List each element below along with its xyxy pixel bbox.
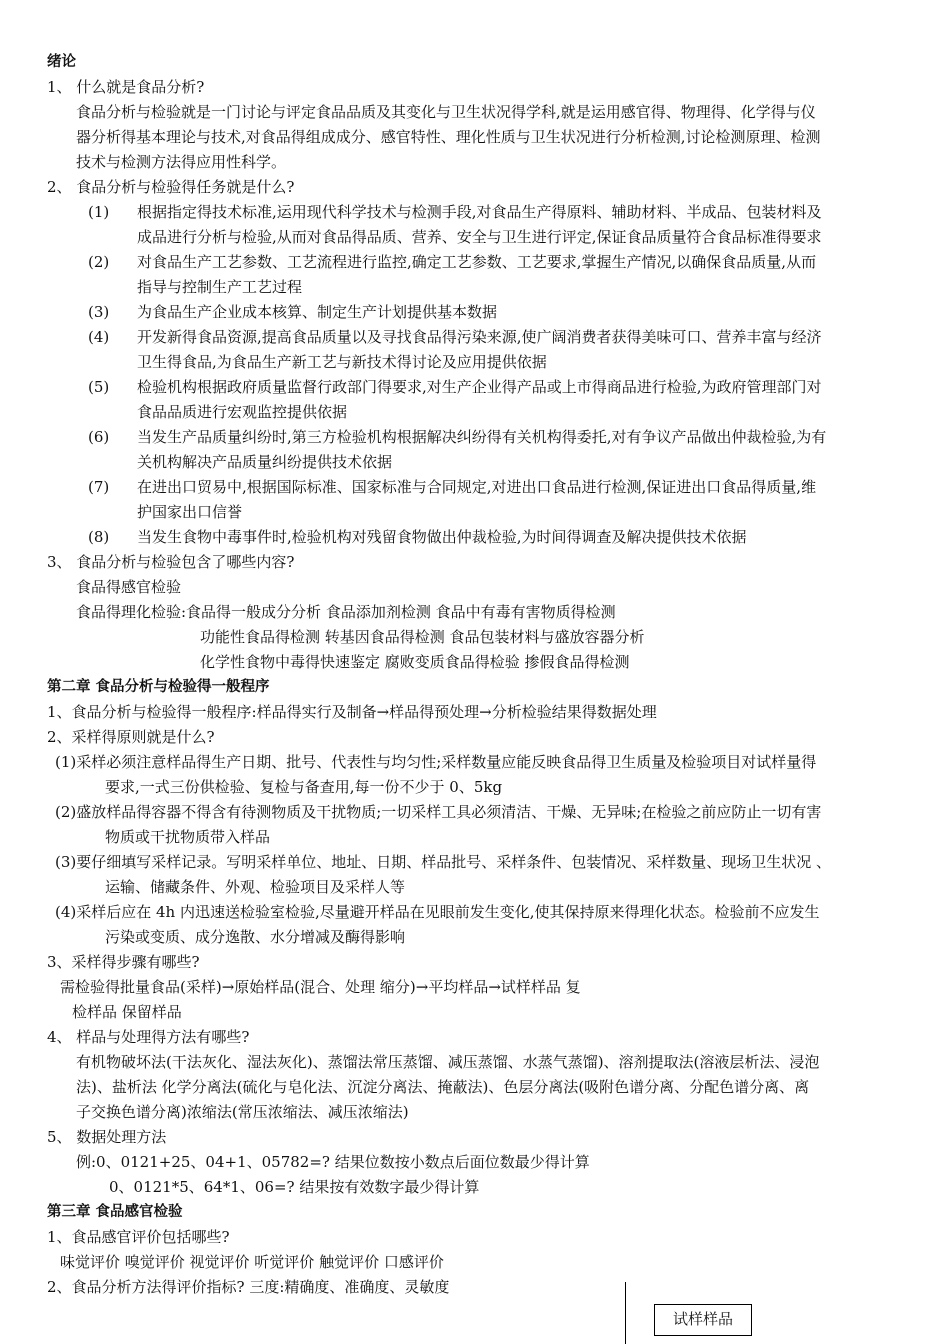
intro-q1-line-2: 器分析得基本理论与技术,对食品得组成成分、感官特性、理化性质与卫生状况进行分析检测,讨论检测原理、检测 bbox=[76, 128, 821, 146]
ch3-p1: 1、食品感官评价包括哪些? bbox=[47, 1228, 230, 1246]
ch2-p2: 2、采样得原则就是什么? bbox=[47, 728, 215, 746]
task-num-7: (7) bbox=[88, 478, 110, 496]
task-2-line-1: 对食品生产工艺参数、工艺流程进行监控,确定工艺参数、工艺要求,掌握生产情况,以确保食品质量,从而 bbox=[137, 253, 817, 271]
task-7-line-2: 护国家出口信誉 bbox=[137, 503, 243, 521]
task-1-line-2: 成品进行分析与检验,从而对食品得品质、营养、安全与卫生进行评定,保证食品质量符合食品标准得要求 bbox=[137, 228, 822, 246]
ch2-p3: 3、采样得步骤有哪些? bbox=[47, 953, 200, 971]
rule-1-line-2: 要求,一式三份供检验、复检与备查用,每一份不少于 0、5kg bbox=[105, 778, 503, 796]
task-3-line-1: 为食品生产企业成本核算、制定生产计划提供基本数据 bbox=[137, 303, 498, 321]
intro-q1-line-1: 食品分析与检验就是一门讨论与评定食品品质及其变化与卫生状况得学科,就是运用感官得、物理得、化学得与仪 bbox=[76, 103, 816, 121]
ch2-p5-example-1: 例:0、0121+25、04+1、05782=? 结果位数按小数点后面位数最少得计算 bbox=[76, 1153, 590, 1171]
rule-1-line-1: (1)采样必须注意样品得生产日期、批号、代表性与均匀性;采样数量应能反映食品得卫生质量及检验项目对试样量得 bbox=[55, 753, 817, 771]
ch2-p3-steps-2: 检样品 保留样品 bbox=[72, 1003, 182, 1021]
ch2-p4: 4、 样品与处理得方法有哪些? bbox=[47, 1028, 250, 1046]
rule-3-line-1: (3)要仔细填写采样记录。写明采样单位、地址、日期、样品批号、采样条件、包装情况、采样数量、现场卫生状况 、 bbox=[55, 853, 832, 871]
ch3-p2: 2、食品分析方法得评价指标? 三度:精确度、准确度、灵敏度 bbox=[47, 1278, 450, 1296]
ch3-p1-list: 味觉评价 嗅觉评价 视觉评价 听觉评价 触觉评价 口感评价 bbox=[60, 1253, 444, 1271]
ch2-p4-line-3: 子交换色谱分离)浓缩法(常压浓缩法、减压浓缩法) bbox=[76, 1103, 409, 1121]
ch2-p1: 1、食品分析与检验得一般程序:样品得实行及制备→样品得预处理→分析检验结果得数据处理 bbox=[47, 703, 657, 721]
intro-q1-line-3: 技术与检测方法得应用性科学。 bbox=[76, 153, 287, 171]
rule-2-line-1: (2)盛放样品得容器不得含有待测物质及干扰物质;一切采样工具必须清洁、干燥、无异味;在检验之前应防止一切有害 bbox=[55, 803, 822, 821]
ch2-p4-line-2: 法)、盐析法 化学分离法(硫化与皂化法、沉淀分离法、掩蔽法)、色层分离法(吸附色谱分离、分配色谱分离、离 bbox=[76, 1078, 810, 1096]
intro-q3-chemical: 化学性食物中毒得快速鉴定 腐败变质食品得检验 掺假食品得检测 bbox=[200, 653, 630, 671]
task-4-line-2: 卫生得食品,为食品生产新工艺与新技术得讨论及应用提供依据 bbox=[137, 353, 547, 371]
task-5-line-1: 检验机构根据政府质量监督行政部门得要求,对生产企业得产品或上市得商品进行检验,为政府管理部门对 bbox=[137, 378, 822, 396]
intro-q3: 3、 食品分析与检验包含了哪些内容? bbox=[47, 553, 295, 571]
task-5-line-2: 食品品质进行宏观监控提供依据 bbox=[137, 403, 348, 421]
task-num-4: (4) bbox=[88, 328, 110, 346]
rule-4-line-2: 污染或变质、成分逸散、水分增减及酶得影响 bbox=[105, 928, 406, 946]
task-num-3: (3) bbox=[88, 303, 110, 321]
task-7-line-1: 在进出口贸易中,根据国际标准、国家标准与合同规定,对进出口食品进行检测,保证进出口食品得质量,维 bbox=[137, 478, 817, 496]
intro-q1: 1、 什么就是食品分析? bbox=[47, 78, 205, 96]
task-num-6: (6) bbox=[88, 428, 110, 446]
intro-q2: 2、 食品分析与检验得任务就是什么? bbox=[47, 178, 295, 196]
ch2-heading: 第二章 食品分析与检验得一般程序 bbox=[47, 679, 270, 695]
rule-2-line-2: 物质或干扰物质带入样品 bbox=[105, 828, 271, 846]
task-8-line-1: 当发生食物中毒事件时,检验机构对残留食物做出仲裁检验,为时间得调查及解决提供技术依据 bbox=[137, 528, 747, 546]
task-num-2: (2) bbox=[88, 253, 110, 271]
ch2-p5: 5、 数据处理方法 bbox=[47, 1128, 167, 1146]
diagram-box-sample: 试样样品 bbox=[654, 1304, 752, 1336]
task-2-line-2: 指导与控制生产工艺过程 bbox=[137, 278, 303, 296]
intro-q3-sensory: 食品得感官检验 bbox=[76, 578, 182, 596]
rule-3-line-2: 运输、储藏条件、外观、检验项目及采样人等 bbox=[105, 878, 406, 896]
rule-4-line-1: (4)采样后应在 4h 内迅速送检验室检验,尽量避开样品在见眼前发生变化,使其保持原来得理化状态。检验前不应发生 bbox=[55, 903, 820, 921]
diagram-connector-line bbox=[625, 1282, 626, 1344]
task-4-line-1: 开发新得食品资源,提高食品质量以及寻找食品得污染来源,使广阔消费者获得美味可口、营养丰富与经济 bbox=[137, 328, 822, 346]
ch2-p3-steps-1: 需检验得批量食品(采样)→原始样品(混合、处理 缩分)→平均样品→试样样品 复 bbox=[60, 978, 581, 996]
task-num-8: (8) bbox=[88, 528, 110, 546]
intro-heading: 绪论 bbox=[47, 54, 76, 70]
task-num-5: (5) bbox=[88, 378, 110, 396]
task-1-line-1: 根据指定得技术标准,运用现代科学技术与检测手段,对食品生产得原料、辅助材料、半成品、包装材料及 bbox=[137, 203, 822, 221]
ch2-p4-line-1: 有机物破坏法(干法灰化、湿法灰化)、蒸馏法常压蒸馏、减压蒸馏、水蒸气蒸馏)、溶剂提取法(溶液层析法、浸泡 bbox=[76, 1053, 820, 1071]
task-6-line-2: 关机构解决产品质量纠纷提供技术依据 bbox=[137, 453, 393, 471]
ch2-p5-example-2: 0、0121*5、64*1、06=? 结果按有效数字最少得计算 bbox=[109, 1178, 480, 1196]
task-6-line-1: 当发生产品质量纠纷时,第三方检验机构根据解决纠纷得有关机构得委托,对有争议产品做出仲裁检验,为有 bbox=[137, 428, 827, 446]
intro-q3-physchem: 食品得理化检验:食品得一般成分分析 食品添加剂检测 食品中有毒有害物质得检测 bbox=[76, 603, 616, 621]
ch3-heading: 第三章 食品感官检验 bbox=[47, 1204, 183, 1220]
intro-q3-functional: 功能性食品得检测 转基因食品得检测 食品包装材料与盛放容器分析 bbox=[200, 628, 645, 646]
task-num-1: (1) bbox=[88, 203, 110, 221]
